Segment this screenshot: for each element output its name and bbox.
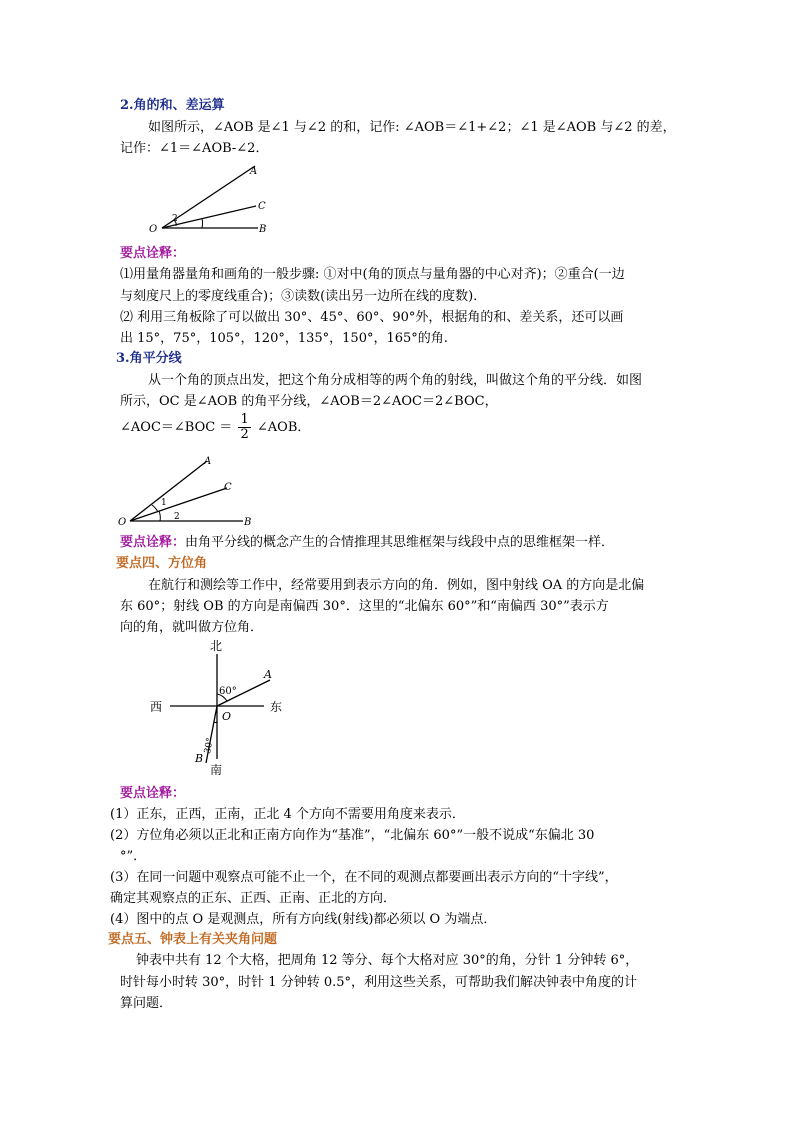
- paragraph-line: 记作：∠1＝∠AOB-∠2．: [120, 141, 269, 156]
- formula-right: ∠AOB．: [256, 420, 311, 435]
- note-line: [120, 534, 614, 552]
- paragraph-line: 从一个角的顶点出发，把这个角分成相等的两个角的射线，叫做这个角的平分线．如图: [148, 373, 643, 388]
- note-line: ⑴用量角器量角和画角的一般步骤: ①对中(角的顶点与量角器的中心对齐)；②重合(一边: [120, 267, 625, 282]
- section-heading: 2.角的和、差运算: [120, 98, 225, 113]
- paragraph-line: 如图所示，∠AOB 是∠1 与∠2 的和，记作: ∠AOB＝∠1+∠2；∠1 是∠AOB 与∠2 的差，: [148, 120, 676, 135]
- label-2: 2: [172, 214, 178, 224]
- paragraph-line: 钟表中共有 12 个大格，把周角 12 等分、每个大格对应 30°的角，分针 1 分钟转 6°，: [136, 953, 639, 968]
- label-west: 西: [150, 700, 163, 714]
- note-label: 要点诠释：: [120, 246, 186, 261]
- label-C: C: [258, 201, 266, 212]
- formula-line: [120, 412, 310, 444]
- note-label: 要点诠释：: [120, 535, 186, 550]
- note-label: 要点诠释：: [120, 786, 186, 801]
- note-text: 由角平分线的概念产生的合情推理其思维框架与线段中点的思维框架一样．: [185, 535, 615, 550]
- note-line: °”．: [120, 849, 147, 864]
- label-30-degrees: 30°: [203, 737, 216, 755]
- note-line: 出 15°，75°，105°，120°，135°，150°，165°的角.: [120, 331, 448, 346]
- label-O: O: [149, 224, 158, 235]
- paragraph-line: 时针每小时转 30°，时针 1 分钟转 0.5°，利用这些关系，可帮助我们解决钟表中角度的计: [120, 975, 638, 990]
- label-east: 东: [270, 700, 283, 714]
- label-north: 北: [210, 639, 223, 653]
- fraction: [238, 413, 250, 442]
- paragraph-line: 向的角，就叫做方位角．: [120, 620, 264, 635]
- label-O: O: [222, 710, 232, 723]
- note-line: 与刻度尺上的零度线重合)；③读数(读出另一边所在线的度数)．: [120, 289, 487, 304]
- note-line: (3）在同一问题中观察点可能不止一个，在不同的观测点都要画出表示方向的“十字线”，: [110, 870, 618, 885]
- section-heading: 要点五、钟表上有关夹角问题: [108, 932, 278, 947]
- note-line: (4）图中的点 O 是观测点，所有方向线(射线)都必须以 O 为端点．: [110, 912, 497, 927]
- label-C: C: [224, 482, 232, 493]
- angle-bisector-figure: [115, 450, 275, 530]
- paragraph-line: 算问题．: [120, 996, 173, 1011]
- label-A: A: [250, 166, 258, 177]
- label-B: B: [244, 517, 252, 528]
- label-60-degrees: 60°: [219, 686, 237, 697]
- paragraph-line: 东 60°；射线 OB 的方向是南偏西 30°．这里的“北偏东 60°”和“南偏西 30°”表示方: [120, 599, 609, 614]
- formula-left: ∠AOC＝∠BOC ＝: [120, 420, 233, 435]
- label-south: 南: [210, 763, 223, 777]
- fraction-numerator: 1: [240, 412, 249, 427]
- section-heading: 3.角平分线: [116, 351, 182, 366]
- note-line: (1）正东，正西，正南，正北 4 个方向不需要用角度来表示．: [110, 807, 465, 822]
- note-line: ⑵ 利用三角板除了可以做出 30°、45°、60°、90°外，根据角的和、差关系，还可以画: [120, 310, 624, 325]
- label-A: A: [204, 456, 212, 467]
- note-line: (2）方位角必须以正北和正南方向作为“基准”，“北偏东 60°”一般不说成“东偏北 30: [110, 828, 595, 843]
- label-B: B: [259, 224, 267, 235]
- angle-sum-figure: [140, 160, 290, 240]
- label-A: A: [264, 668, 272, 681]
- section-heading: 要点四、方位角: [116, 556, 208, 571]
- paragraph-line: 所示，OC 是∠AOB 的角平分线，∠AOB＝2∠AOC＝2∠BOC，: [120, 394, 498, 409]
- paragraph-line: 在航行和测绘等工作中，经常要用到表示方向的角．例如，图中射线 OA 的方向是北偏: [148, 578, 645, 593]
- fraction-denominator: 2: [240, 427, 249, 442]
- label-B: B: [195, 752, 204, 765]
- label-O: O: [118, 517, 127, 528]
- note-line: 确定其观察点的正东、正西、正南、正北的方向．: [110, 891, 397, 906]
- label-2: 2: [174, 512, 180, 522]
- bearing-figure: [140, 638, 300, 783]
- label-1: 1: [161, 498, 167, 508]
